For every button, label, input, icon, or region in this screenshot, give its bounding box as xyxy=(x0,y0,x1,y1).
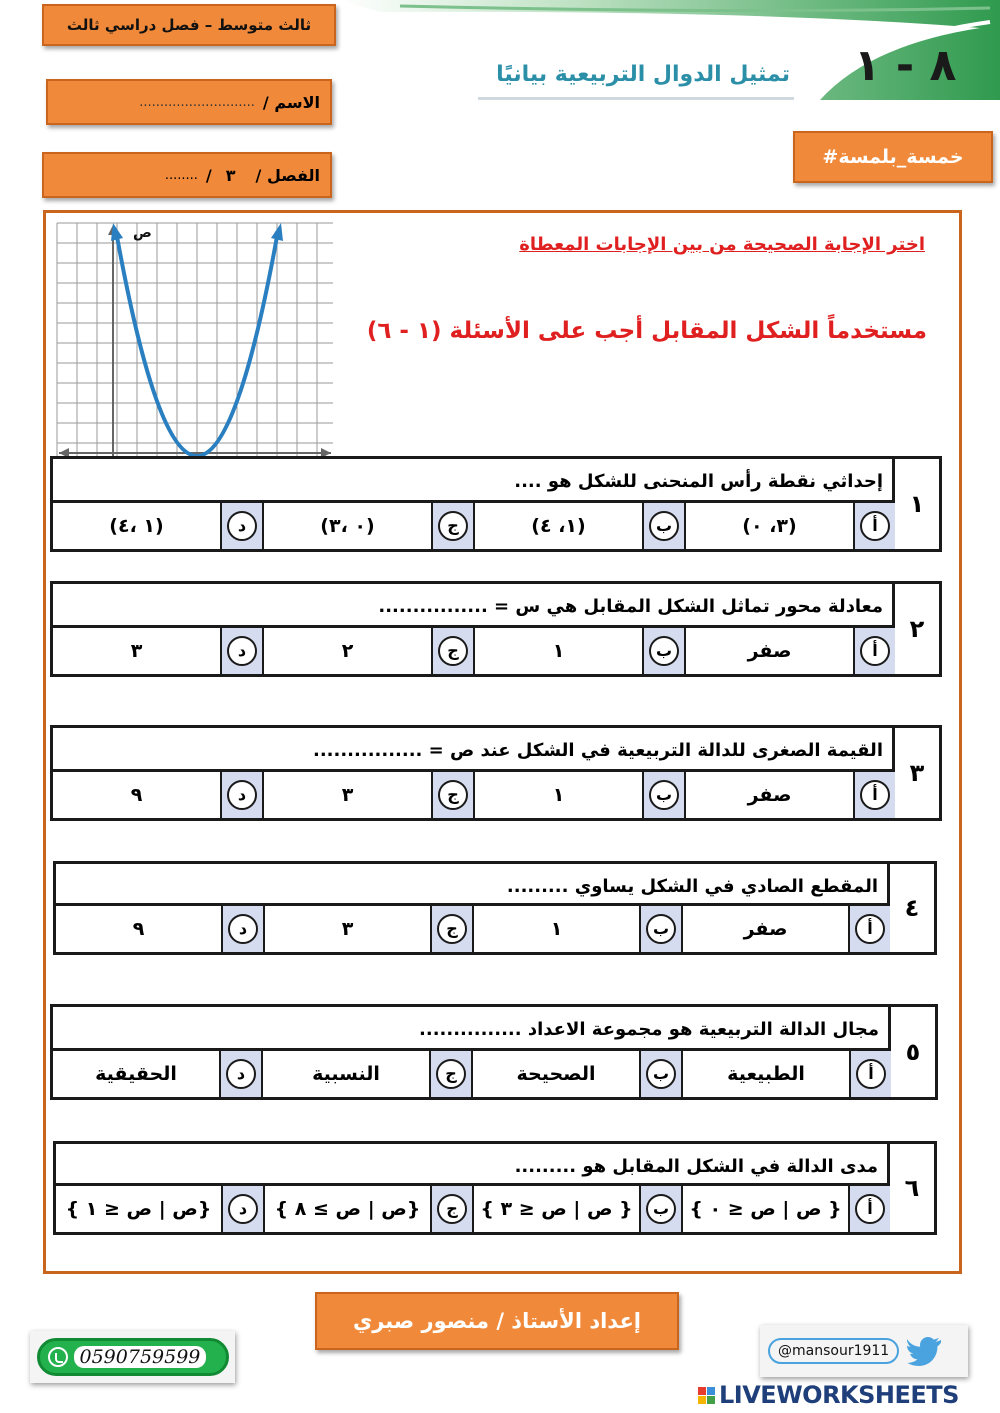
question-2 xyxy=(50,581,942,677)
option-letter[interactable] xyxy=(642,503,686,549)
class-value: ٣ xyxy=(225,165,236,185)
option-letter[interactable] xyxy=(639,1186,683,1232)
option-value[interactable]: (٣، ٠) xyxy=(742,515,797,537)
option-value[interactable]: {ص | ص ≤ ١ } xyxy=(65,1198,212,1220)
liveworksheets-brand: LIVEWORKSHEETS xyxy=(719,1381,959,1409)
option-letter[interactable] xyxy=(220,772,264,818)
option-letter[interactable] xyxy=(431,503,475,549)
option-letter-circle: ب xyxy=(649,780,679,810)
option-value[interactable]: ٩ xyxy=(130,784,143,806)
question-number: ٢ xyxy=(892,584,939,674)
option-letter[interactable] xyxy=(642,628,686,674)
question-1 xyxy=(50,456,942,552)
question-6 xyxy=(53,1141,937,1235)
lesson-title-underline xyxy=(478,97,794,100)
option-value[interactable]: ٣ xyxy=(130,640,143,662)
parabola-graph xyxy=(55,221,337,483)
question-text: إحداثي نقطة رأس المنحنى للشكل هو .... xyxy=(514,471,883,492)
twitter-badge[interactable] xyxy=(760,1325,968,1377)
y-axis-label: ص xyxy=(133,225,152,241)
option-letter-circle: ج xyxy=(436,1059,466,1089)
option-letter[interactable] xyxy=(639,906,683,952)
option-letter-circle: د xyxy=(228,1194,258,1224)
question-4 xyxy=(53,861,937,955)
option-letter[interactable] xyxy=(431,628,475,674)
question-3 xyxy=(50,725,942,821)
option-letter-circle: ب xyxy=(649,636,679,666)
question-text: معادلة محور تماثل الشكل المقابل هي س = ................ xyxy=(378,596,883,617)
option-letter-circle: أ xyxy=(860,780,890,810)
option-letter-circle: أ xyxy=(855,914,885,944)
option-value[interactable]: الصحيحة xyxy=(516,1063,596,1085)
options-row xyxy=(56,1183,890,1232)
option-letter-circle: د xyxy=(227,511,257,541)
liveworksheets-logo xyxy=(698,1381,998,1409)
option-letter[interactable] xyxy=(220,503,264,549)
liveworksheets-icon xyxy=(698,1387,715,1404)
question-text: المقطع الصادي في الشكل يساوي ......... xyxy=(506,876,878,897)
grade-label: ثالث متوسط – فصل دراسي ثالث xyxy=(66,16,312,34)
author-banner xyxy=(315,1292,679,1350)
question-number: ٣ xyxy=(892,728,939,818)
options-row xyxy=(53,769,895,818)
option-letter[interactable] xyxy=(429,1051,473,1097)
options-row xyxy=(53,625,895,674)
class-separator: / xyxy=(205,165,212,185)
instruction-use-figure: مستخدماً الشكل المقابل أجب على الأسئلة (١ - ٦) xyxy=(366,318,927,344)
option-value[interactable]: ١ xyxy=(552,640,565,662)
option-value[interactable]: (١، ٤) xyxy=(531,515,586,537)
whatsapp-badge[interactable] xyxy=(30,1331,235,1383)
option-value[interactable]: ٢ xyxy=(341,640,354,662)
option-value[interactable]: (٠ ،٣) xyxy=(320,515,375,537)
option-value[interactable]: {ص | ص ≥ ٨ } xyxy=(274,1198,421,1220)
option-value[interactable]: النسبية xyxy=(312,1063,380,1085)
phone-number: 0590759599 xyxy=(74,1346,207,1368)
lesson-number: ٨ - ١ xyxy=(853,40,957,91)
option-value[interactable]: الحقيقية xyxy=(95,1063,177,1085)
name-field-box xyxy=(46,79,332,125)
option-letter-circle: د xyxy=(228,914,258,944)
twitter-handle: @mansour1911 xyxy=(768,1338,899,1364)
option-letter[interactable] xyxy=(853,503,895,549)
question-number: ٦ xyxy=(887,1144,934,1232)
options-row xyxy=(53,1048,891,1097)
option-letter-circle: أ xyxy=(860,636,890,666)
option-letter-circle: ج xyxy=(437,914,467,944)
option-value[interactable]: صفر xyxy=(743,918,788,940)
whatsapp-icon xyxy=(48,1347,68,1367)
option-letter[interactable] xyxy=(639,1051,683,1097)
question-text: القيمة الصغرى للدالة التربيعية في الشكل عند ص = ................ xyxy=(312,740,883,761)
class-dots[interactable]: ........ xyxy=(164,167,198,183)
option-letter-circle: د xyxy=(227,780,257,810)
question-number: ١ xyxy=(892,459,939,549)
question-text: مجال الدالة التربيعية هو مجموعة الاعداد ............... xyxy=(419,1019,879,1040)
option-letter-circle: ب xyxy=(646,1194,676,1224)
option-letter[interactable] xyxy=(221,1186,265,1232)
option-letter-circle: أ xyxy=(860,511,890,541)
option-value[interactable]: الطبيعية xyxy=(727,1063,805,1085)
option-letter[interactable] xyxy=(853,772,895,818)
option-letter[interactable] xyxy=(220,628,264,674)
question-text: مدى الدالة في الشكل المقابل هو ......... xyxy=(514,1156,878,1177)
option-value[interactable]: ٩ xyxy=(132,918,145,940)
option-letter-circle: د xyxy=(226,1059,256,1089)
options-row xyxy=(53,500,895,549)
option-letter[interactable] xyxy=(430,1186,474,1232)
option-letter[interactable] xyxy=(431,772,475,818)
hashtag-text: #خمسة_بلمسة xyxy=(822,146,964,168)
option-letter-circle: ج xyxy=(438,780,468,810)
option-letter-circle: ج xyxy=(438,636,468,666)
option-letter[interactable] xyxy=(219,1051,263,1097)
option-value[interactable]: صفر xyxy=(747,784,792,806)
option-value[interactable]: { ص | ص ≤ ٠ } xyxy=(689,1198,842,1220)
option-letter-circle: ج xyxy=(438,511,468,541)
option-letter-circle: ج xyxy=(437,1194,467,1224)
hashtag-banner xyxy=(793,131,993,183)
question-number: ٥ xyxy=(888,1007,935,1097)
option-letter[interactable] xyxy=(853,628,895,674)
author-text: إعداد الأستاذ / منصور صبري xyxy=(353,1309,641,1333)
option-letter-circle: ب xyxy=(646,1059,676,1089)
option-letter[interactable] xyxy=(221,906,265,952)
class-field-box xyxy=(42,152,332,198)
name-dots[interactable]: ............................ xyxy=(139,94,255,110)
option-letter-circle: ب xyxy=(649,511,679,541)
option-letter[interactable] xyxy=(642,772,686,818)
option-value[interactable]: ١ xyxy=(552,784,565,806)
option-value[interactable]: { ص | ص ≤ ٣ } xyxy=(480,1198,633,1220)
option-letter-circle: ب xyxy=(646,914,676,944)
twitter-bird-icon xyxy=(907,1336,943,1366)
question-5 xyxy=(50,1004,938,1100)
instruction-choose: اختر الإجابة الصحيحة من بين الإجابات المعطاة xyxy=(519,234,925,255)
option-letter[interactable] xyxy=(848,1186,890,1232)
lesson-title: تمثيل الدوال التربيعية بيانيًا xyxy=(496,62,790,87)
option-letter[interactable] xyxy=(849,1051,891,1097)
option-value[interactable]: ١ xyxy=(550,918,563,940)
option-letter-circle: أ xyxy=(855,1194,885,1224)
option-value[interactable]: ٣ xyxy=(341,918,354,940)
grade-banner xyxy=(42,4,336,46)
graph-grid xyxy=(57,223,333,479)
option-letter-circle: أ xyxy=(856,1059,886,1089)
option-value[interactable]: (١ ،٤) xyxy=(109,515,164,537)
option-letter[interactable] xyxy=(430,906,474,952)
name-label: الاسم / xyxy=(262,92,320,112)
question-number: ٤ xyxy=(887,864,934,952)
option-letter[interactable] xyxy=(848,906,890,952)
options-row xyxy=(56,903,890,952)
option-letter-circle: د xyxy=(227,636,257,666)
option-value[interactable]: ٣ xyxy=(341,784,354,806)
class-label: الفصل / xyxy=(255,165,320,185)
option-value[interactable]: صفر xyxy=(747,640,792,662)
